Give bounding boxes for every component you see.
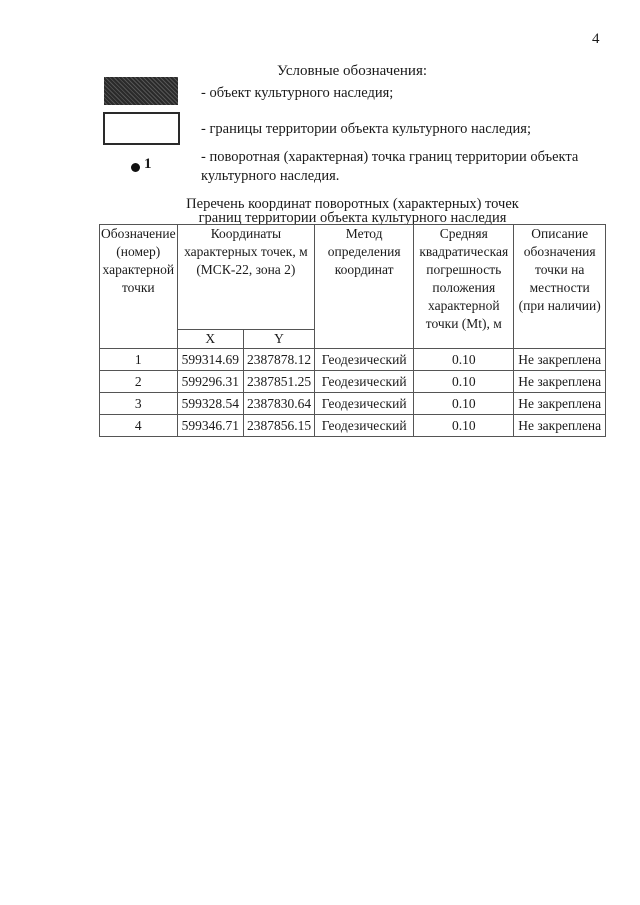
- header-error: Средняя квадратическая погрешность положения характерной точки (Mt), м: [414, 225, 514, 349]
- header-point-id: Обозначение (номер) характерной точки: [100, 225, 178, 349]
- cell-x: 599296.31: [177, 371, 243, 393]
- cell-x: 599346.71: [177, 415, 243, 437]
- header-coordinates: Координаты характерных точек, м (МСК-22, зона 2): [177, 225, 315, 330]
- coordinates-table: [99, 224, 606, 437]
- cell-x: 599328.54: [177, 393, 243, 415]
- table-title-line2: границ территории объекта культурного наследия: [198, 210, 507, 226]
- cell-method: Геодезический: [315, 371, 414, 393]
- cell-point-id: 2: [100, 371, 178, 393]
- legend-swatch-territory-boundary: [103, 112, 180, 145]
- cell-point-id: 3: [100, 393, 178, 415]
- point-dot-icon: [131, 163, 140, 172]
- table-row: [100, 349, 606, 371]
- point-marker-label: 1: [144, 156, 152, 172]
- cell-description: Не закреплена: [514, 371, 606, 393]
- table-title: [100, 197, 605, 225]
- legend-item-territory-boundary: - границы территории объекта культурного наследия;: [201, 121, 531, 137]
- cell-method: Геодезический: [315, 393, 414, 415]
- cell-y: 2387830.64: [243, 393, 314, 415]
- legend-item-turning-point: - поворотная (характерная) точка границ территории объекта культурного наследия.: [201, 149, 579, 184]
- cell-error: 0.10: [414, 393, 514, 415]
- header-method: Метод определения координат: [315, 225, 414, 349]
- table-header-row: [100, 225, 606, 330]
- cell-error: 0.10: [414, 349, 514, 371]
- cell-point-id: 1: [100, 349, 178, 371]
- legend-point-marker: [131, 156, 152, 173]
- cell-error: 0.10: [414, 415, 514, 437]
- header-description: Описание обозначения точки на местности (при наличии): [514, 225, 606, 349]
- cell-method: Геодезический: [315, 349, 414, 371]
- header-y: Y: [243, 330, 314, 349]
- table-row: [100, 415, 606, 437]
- cell-y: 2387851.25: [243, 371, 314, 393]
- cell-y: 2387878.12: [243, 349, 314, 371]
- cell-description: Не закреплена: [514, 393, 606, 415]
- page-number: 4: [592, 31, 600, 47]
- table-row: [100, 393, 606, 415]
- cell-method: Геодезический: [315, 415, 414, 437]
- legend-swatch-heritage-object: [104, 77, 178, 105]
- header-x: X: [177, 330, 243, 349]
- cell-error: 0.10: [414, 371, 514, 393]
- legend-title: Условные обозначения:: [277, 63, 428, 79]
- cell-description: Не закреплена: [514, 349, 606, 371]
- cell-x: 599314.69: [177, 349, 243, 371]
- table-row: [100, 371, 606, 393]
- cell-point-id: 4: [100, 415, 178, 437]
- cell-y: 2387856.15: [243, 415, 314, 437]
- table-title-line1: Перечень координат поворотных (характерных) точек: [186, 196, 519, 212]
- cell-description: Не закреплена: [514, 415, 606, 437]
- legend-item-heritage-object: - объект культурного наследия;: [201, 85, 394, 101]
